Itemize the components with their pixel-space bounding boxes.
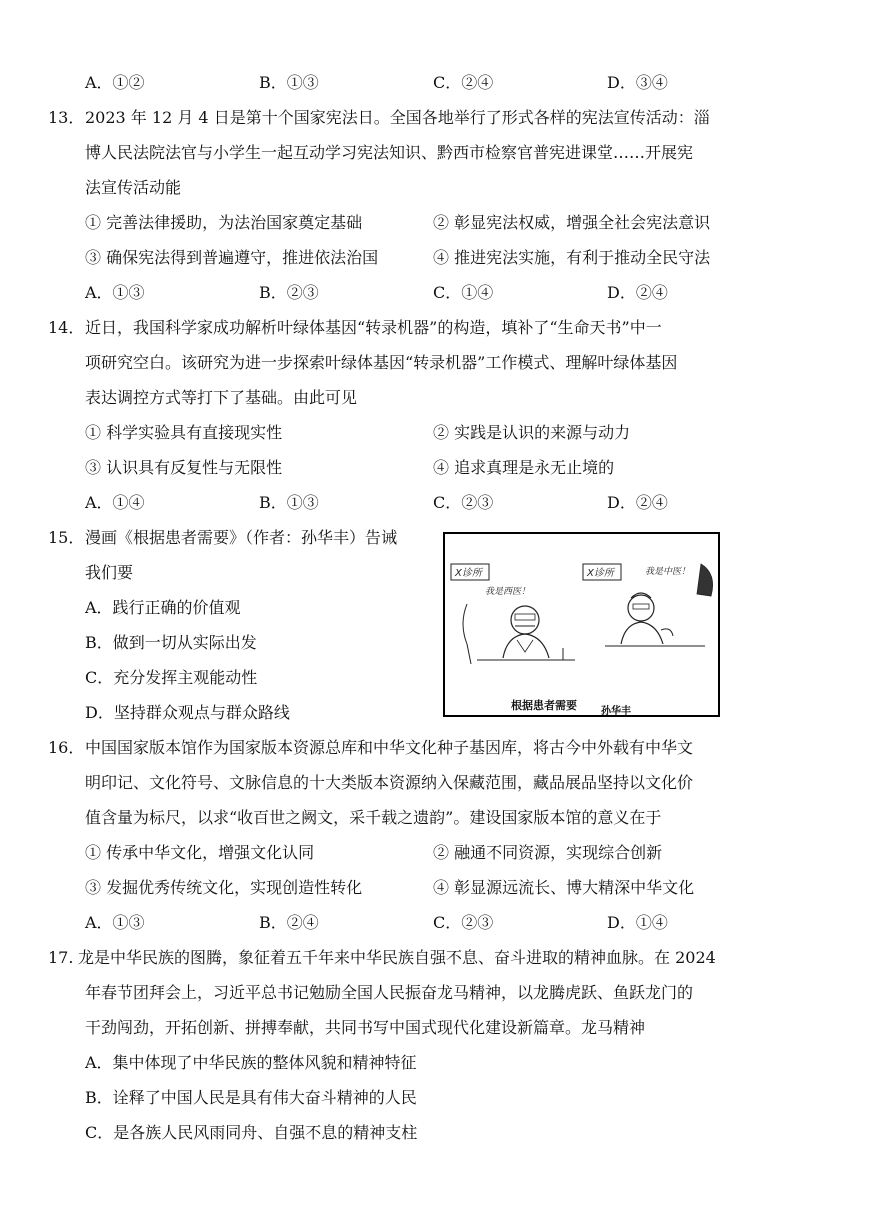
q13-option-4: ④ 推进宪法实施，有利于推动全民守法 [433, 248, 711, 267]
q13-option-1: ① 完善法律援助，为法治国家奠定基础 [85, 213, 363, 232]
q15-stem-line-2: 我们要 [85, 563, 134, 582]
q13-answer-d: D．②④ [607, 283, 668, 302]
q13-stem-line-3: 法宣传活动能 [85, 178, 182, 197]
q16-stem-line-1: 中国国家版本馆作为国家版本资源总库和中华文化种子基因库，将古今中外载有中华文 [85, 738, 694, 757]
q13-stem-line-1: 2023 年 12 月 4 日是第十个国家宪法日。全国各地举行了形式各样的宪法宣传活动：淄 [85, 108, 710, 127]
q16-option-2: ② 融通不同资源，实现综合创新 [433, 843, 663, 862]
q16-answer-c: C．②③ [433, 913, 494, 932]
comic-drawing [445, 534, 718, 715]
comic-caption: 根据患者需要 [511, 699, 577, 712]
left-sign-text: X诊所 [455, 568, 482, 579]
left-bubble-text: 我是西医！ [485, 587, 531, 597]
q16-answer-a: A．①③ [85, 913, 145, 932]
chinese-doctor-body [621, 622, 663, 644]
q14-number: 14． [48, 318, 85, 337]
right-sign-text: X诊所 [587, 568, 614, 579]
q12-answer-a: A．①② [85, 73, 145, 92]
q13-stem-line-2: 博人民法院法官与小学生一起互动学习宪法知识、黔西市检察官普宪进课堂……开展宪 [85, 143, 694, 162]
western-doctor-collar [517, 640, 533, 652]
q16-option-1: ① 传承中华文化，增强文化认同 [85, 843, 315, 862]
q17-answer-c: C．是各族人民风雨同舟、自强不息的精神支柱 [85, 1123, 418, 1142]
chinese-doctor-glasses [633, 604, 649, 609]
western-doctor-body [503, 634, 549, 658]
q17-stem-line-2: 年春节团拜会上，习近平总书记勉励全国人民振奋龙马精神，以龙腾虎跃、鱼跃龙门的 [85, 983, 694, 1002]
q14-option-3: ③ 认识具有反复性与无限性 [85, 458, 283, 477]
q14-option-2: ② 实践是认识的来源与动力 [433, 423, 631, 442]
q16-answer-d: D．①④ [607, 913, 668, 932]
q14-option-4: ④ 追求真理是永无止境的 [433, 458, 615, 477]
left-patient-outline [463, 604, 471, 664]
q17-number: 17. [48, 948, 74, 967]
q14-answer-c: C．②③ [433, 493, 494, 512]
q13-answer-c: C．①④ [433, 283, 494, 302]
q16-option-3: ③ 发掘优秀传统文化，实现创造性转化 [85, 878, 363, 897]
comic-author: 孙华丰 [601, 706, 631, 717]
q14-stem-line-3: 表达调控方式等打下了基础。由此可见 [85, 388, 358, 407]
q14-stem-line-2: 项研究空白。该研究为进一步探索叶绿体基因“转录机器”工作模式、理解叶绿体基因 [85, 353, 678, 372]
q17-answer-b: B．诠释了中国人民是具有伟大奋斗精神的人民 [85, 1088, 417, 1107]
q14-answer-d: D．②④ [607, 493, 668, 512]
q14-stem-line-1: 近日，我国科学家成功解析叶绿体基因“转录机器”的构造，填补了“生命天书”中一 [85, 318, 662, 337]
chinese-doctor-head [628, 595, 654, 621]
q17-answer-a: A．集中体现了中华民族的整体风貌和精神特征 [85, 1053, 417, 1072]
q15-comic [443, 532, 720, 717]
q15-answer-c: C．充分发挥主观能动性 [85, 668, 258, 687]
q15-answer-a: A．践行正确的价值观 [85, 598, 241, 617]
q13-option-3: ③ 确保宪法得到普遍遵守，推进依法治国 [85, 248, 379, 267]
q12-answer-c: C．②④ [433, 73, 494, 92]
q12-answer-d: D．③④ [607, 73, 668, 92]
q16-answer-b: B．②④ [259, 913, 319, 932]
q16-stem-line-3: 值含量为标尺，以求“收百世之阙文，采千载之遗韵”。建设国家版本馆的意义在于 [85, 808, 662, 827]
chinese-doctor-hand [661, 629, 673, 636]
q16-stem-line-2: 明印记、文化符号、文脉信息的十大类版本资源纳入保藏范围，藏品展品坚持以文化价 [85, 773, 694, 792]
q14-option-1: ① 科学实验具有直接现实性 [85, 423, 283, 442]
q16-option-4: ④ 彰显源远流长、博大精深中华文化 [433, 878, 695, 897]
q16-number: 16． [48, 738, 85, 757]
q17-stem-line-1: 龙是中华民族的图腾，象征着五千年来中华民族自强不息、奋斗进取的精神血脉。在 2024 [78, 948, 716, 967]
q13-answer-a: A．①③ [85, 283, 145, 302]
western-doctor-glasses [515, 614, 535, 620]
right-bubble-text: 我是中医！ [645, 567, 691, 577]
q15-number: 15． [48, 528, 85, 547]
q14-answer-a: A．①④ [85, 493, 145, 512]
q15-answer-d: D．坚持群众观点与群众路线 [85, 703, 290, 722]
q13-answer-b: B．②③ [259, 283, 319, 302]
q15-answer-b: B．做到一切从实际出发 [85, 633, 257, 652]
q12-answer-b: B．①③ [259, 73, 319, 92]
right-wall-fan [697, 564, 713, 596]
q13-option-2: ② 彰显宪法权威，增强全社会宪法意识 [433, 213, 711, 232]
q17-stem-line-3: 干劲闯劲，开拓创新、拼搏奉献，共同书写中国式现代化建设新篇章。龙马精神 [85, 1018, 646, 1037]
q14-answer-b: B．①③ [259, 493, 319, 512]
q15-stem-line-1: 漫画《根据患者需要》（作者：孙华丰）告诫 [85, 528, 398, 547]
q13-number: 13． [48, 108, 85, 127]
